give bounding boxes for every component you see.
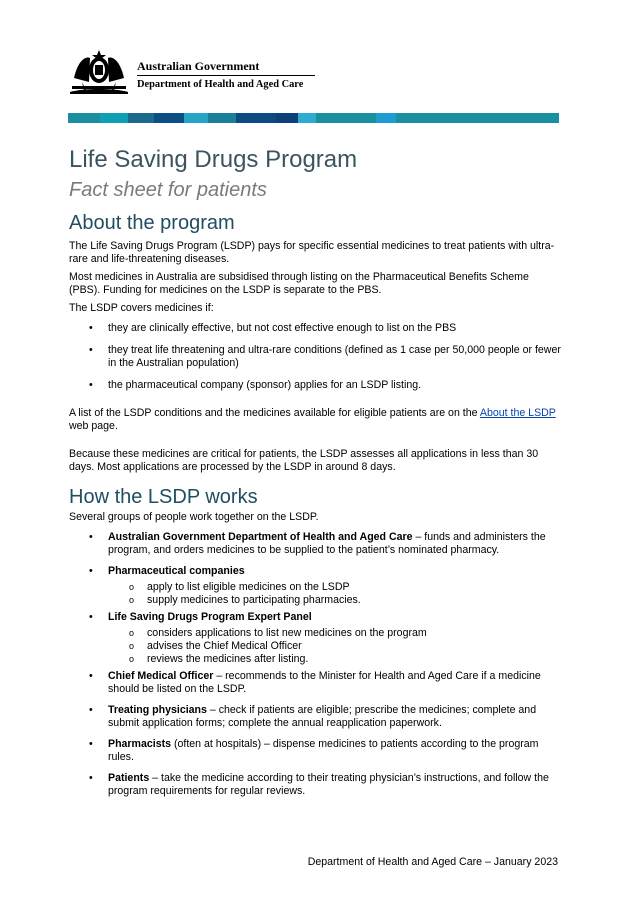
about-paragraph-1: The Life Saving Drugs Program (LSDP) pays for specific essential medicines to treat patients with ultra-rare and life-threatening diseases. <box>69 240 555 265</box>
circle-bullet-icon: o <box>129 654 135 664</box>
strip-segment <box>154 113 184 123</box>
section-heading-about: About the program <box>69 212 235 234</box>
bullet-icon: • <box>89 670 93 682</box>
government-header <box>68 48 328 98</box>
circle-bullet-icon: o <box>129 595 135 605</box>
strip-segment <box>100 113 128 123</box>
about-paragraph-4: A list of the LSDP conditions and the medicines available for eligible patients are on the About the LSDP web page. <box>69 407 556 432</box>
bullet-icon: • <box>89 344 93 356</box>
list-item: • Chief Medical Officer – recommends to the Minister for Health and Aged Care if a medicine should be listed on the LSDP. <box>89 670 541 695</box>
list-item: • Australian Government Department of Health and Aged Care – funds and administers the program, and orders medicines to be supplied to the patient’s nominated pharmacy. <box>89 531 546 556</box>
list-item: • the pharmaceutical company (sponsor) applies for an LSDP listing. <box>89 379 422 391</box>
strip-segment <box>236 113 276 123</box>
strip-segment <box>298 113 316 123</box>
department-name: Department of Health and Aged Care <box>137 79 304 90</box>
page-footer: Department of Health and Aged Care – January 2023 <box>307 856 558 868</box>
list-item: • Patients – take the medicine according to their treating physician’s instructions, and follow the program requirements for regular reviews. <box>89 772 549 797</box>
sub-list-item: o advises the Chief Medical Officer <box>129 640 302 652</box>
strip-segment <box>208 113 236 123</box>
how-intro: Several groups of people work together on the LSDP. <box>69 511 319 523</box>
bullet-icon: • <box>89 565 93 577</box>
strip-segment <box>276 113 298 123</box>
sub-list-item: o considers applications to list new medicines on the program <box>129 627 427 639</box>
bullet-icon: • <box>89 704 93 716</box>
color-banner-strip <box>68 113 559 123</box>
circle-bullet-icon: o <box>129 628 135 638</box>
about-paragraph-2: Most medicines in Australia are subsidised through listing on the Pharmaceutical Benefits Scheme (PBS). Funding for medicines on the LSDP is separate to the PBS. <box>69 271 529 296</box>
list-item: • Pharmacists (often at hospitals) – dispense medicines to patients according to the program rules. <box>89 738 539 763</box>
list-item: • Treating physicians – check if patients are eligible; prescribe the medicines; complete and submit application forms; complete the annual reapplication paperwork. <box>89 704 537 729</box>
about-paragraph-5: Because these medicines are critical for patients, the LSDP assesses all applications in less than 30 days. Most applications are processed by the LSDP in around 8 days. <box>69 448 539 473</box>
strip-segment <box>128 113 154 123</box>
groups-list <box>69 531 561 798</box>
strip-segment <box>376 113 396 123</box>
about-lsdp-link[interactable]: About the LSDP <box>479 407 556 419</box>
bullet-icon: • <box>89 531 93 543</box>
document-content <box>69 145 561 798</box>
sub-list-item: o apply to list eligible medicines on the LSDP <box>129 581 350 593</box>
list-item: • Life Saving Drugs Program Expert Panel <box>89 611 312 623</box>
list-item: • they treat life threatening and ultra-rare conditions (defined as 1 case per 50,000 people or fewer in the Australian population) <box>89 344 561 369</box>
list-item: • they are clinically effective, but not cost effective enough to list on the PBS <box>89 322 457 334</box>
about-paragraph-3: The LSDP covers medicines if: <box>69 302 214 314</box>
circle-bullet-icon: o <box>129 641 135 651</box>
bullet-icon: • <box>89 611 93 623</box>
strip-segment <box>486 113 559 123</box>
government-name: Australian Government <box>137 59 260 73</box>
page-title: Life Saving Drugs Program <box>69 146 358 173</box>
coat-of-arms-icon <box>68 48 130 94</box>
bullet-icon: • <box>89 322 93 334</box>
circle-bullet-icon: o <box>129 582 135 592</box>
bullet-icon: • <box>89 379 93 391</box>
strip-segment <box>396 113 486 123</box>
section-heading-how: How the LSDP works <box>69 486 258 508</box>
page-subtitle: Fact sheet for patients <box>69 179 267 201</box>
bullet-icon: • <box>89 772 93 784</box>
strip-segment <box>316 113 376 123</box>
sub-list-item: o supply medicines to participating pharmacies. <box>129 594 361 606</box>
sub-list-item: o reviews the medicines after listing. <box>129 653 309 665</box>
strip-segment <box>68 113 100 123</box>
wordmark-divider <box>137 75 315 76</box>
government-wordmark <box>137 59 327 91</box>
strip-segment <box>184 113 208 123</box>
bullet-icon: • <box>89 738 93 750</box>
covers-list <box>69 322 561 392</box>
list-item: • Pharmaceutical companies <box>89 565 245 577</box>
